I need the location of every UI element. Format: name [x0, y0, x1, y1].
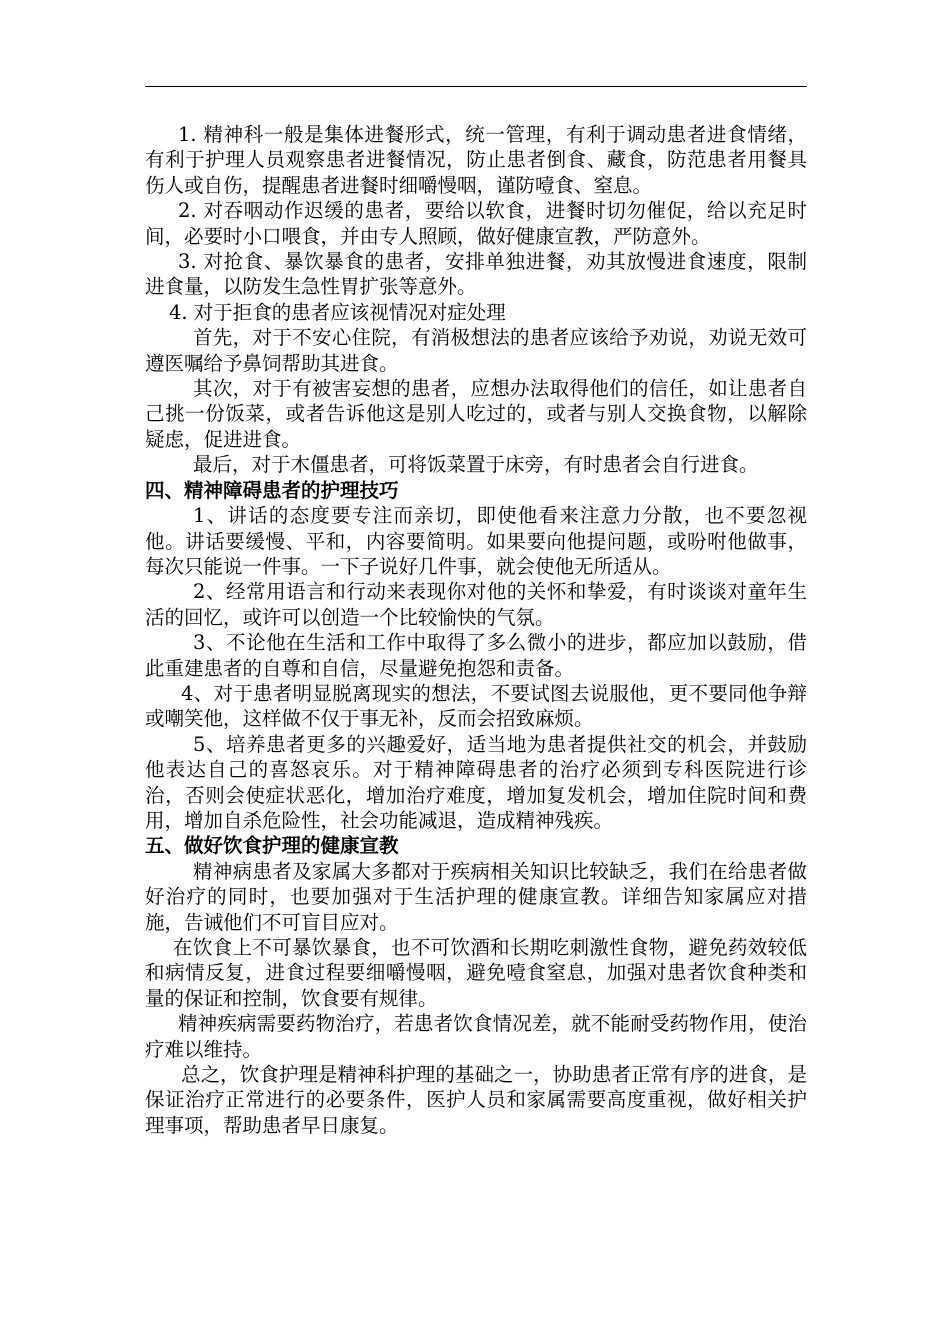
- paragraph: 其次，对于有被害妄想的患者，应想办法取得他们的信任，如让患者自己挑一份饭菜，或者告诉他这是别人吃过的，或者与别人交换食物，以解除疑虑，促进进食。: [145, 377, 807, 451]
- paragraph: 4. 对于拒食的患者应该视情况对症处理: [169, 300, 506, 324]
- paragraph: 1. 精神科一般是集体进餐形式，统一管理，有利于调动患者进食情绪，有利于护理人员观察患者进餐情况，防止患者倒食、藏食，防范患者用餐具伤人或自伤，提醒患者进餐时细嚼慢咽，谨防噎食、窒息。: [145, 123, 807, 197]
- header-rule: [145, 86, 807, 87]
- list-item: 2、经常用语言和行动来表现你对他的关怀和挚爱，有时谈谈对童年生活的回忆，或许可以创造一个比较愉快的气氛。: [145, 580, 807, 629]
- list-item: 1、讲话的态度要专注而亲切，即使他看来注意力分散，也不要忽视他。讲话要缓慢、平和，内容要简明。如果要向他提问题，或吩咐他做事，每次只能说一件事。一下子说好几件事，就会使他无所适从。: [145, 504, 807, 578]
- section-heading: 五、做好饮食护理的健康宣教: [145, 834, 399, 858]
- paragraph: 总之，饮食护理是精神科护理的基础之一，协助患者正常有序的进食，是保证治疗正常进行的必要条件，医护人员和家属需要高度重视，做好相关护理事项，帮助患者早日康复。: [145, 1063, 807, 1137]
- paragraph: 2. 对吞咽动作迟缓的患者，要给以软食，进餐时切勿催促，给以充足时间，必要时小口喂食，并由专人照顾，做好健康宣教，严防意外。: [145, 199, 807, 248]
- list-item: 4、对于患者明显脱离现实的想法，不要试图去说服他，更不要同他争辩或嘲笑他，这样做不仅于事无补，反而会招致麻烦。: [145, 681, 807, 731]
- paragraph: 在饮食上不可暴饮暴食，也不可饮酒和长期吃刺激性食物，避免药效较低和病情反复，进食过程要细嚼慢咽，避免噎食窒息，加强对患者饮食种类和量的保证和控制，饮食要有规律。: [145, 936, 807, 1010]
- list-item: 5、培养患者更多的兴趣爱好，适当地为患者提供社交的机会，并鼓励他表达自己的喜怒哀乐。对于精神障碍患者的治疗必须到专科医院进行诊治，否则会使症状恶化，增加治疗难度，增加复发机会，增加住院时间和费用，增加自杀危险性，社会功能减退，造成精神残疾。: [145, 732, 807, 832]
- list-item: 3、不论他在生活和工作中取得了多么微小的进步，都应加以鼓励，借此重建患者的自尊和自信，尽量避免抱怨和责备。: [145, 631, 807, 680]
- paragraph: 精神病患者及家属大多都对于疾病相关知识比较缺乏，我们在给患者做好治疗的同时，也要加强对于生活护理的健康宣教。详细告知家属应对措施，告诫他们不可盲目应对。: [145, 859, 807, 934]
- section-heading: 四、精神障碍患者的护理技巧: [145, 478, 399, 502]
- paragraph: 首先，对于不安心住院，有消极想法的患者应该给予劝说，劝说无效可遵医嘱给予鼻饲帮助其进食。: [145, 326, 807, 375]
- paragraph: 3. 对抢食、暴饮暴食的患者，安排单独进餐，劝其放慢进食速度，限制进食量，以防发生急性胃扩张等意外。: [145, 250, 807, 299]
- paragraph: 最后，对于木僵患者，可将饭菜置于床旁，有时患者会自行进食。: [193, 453, 759, 477]
- document-body: [145, 122, 807, 1138]
- paragraph: 精神疾病需要药物治疗，若患者饮食情况差，就不能耐受药物作用，使治疗难以维持。: [145, 1012, 807, 1061]
